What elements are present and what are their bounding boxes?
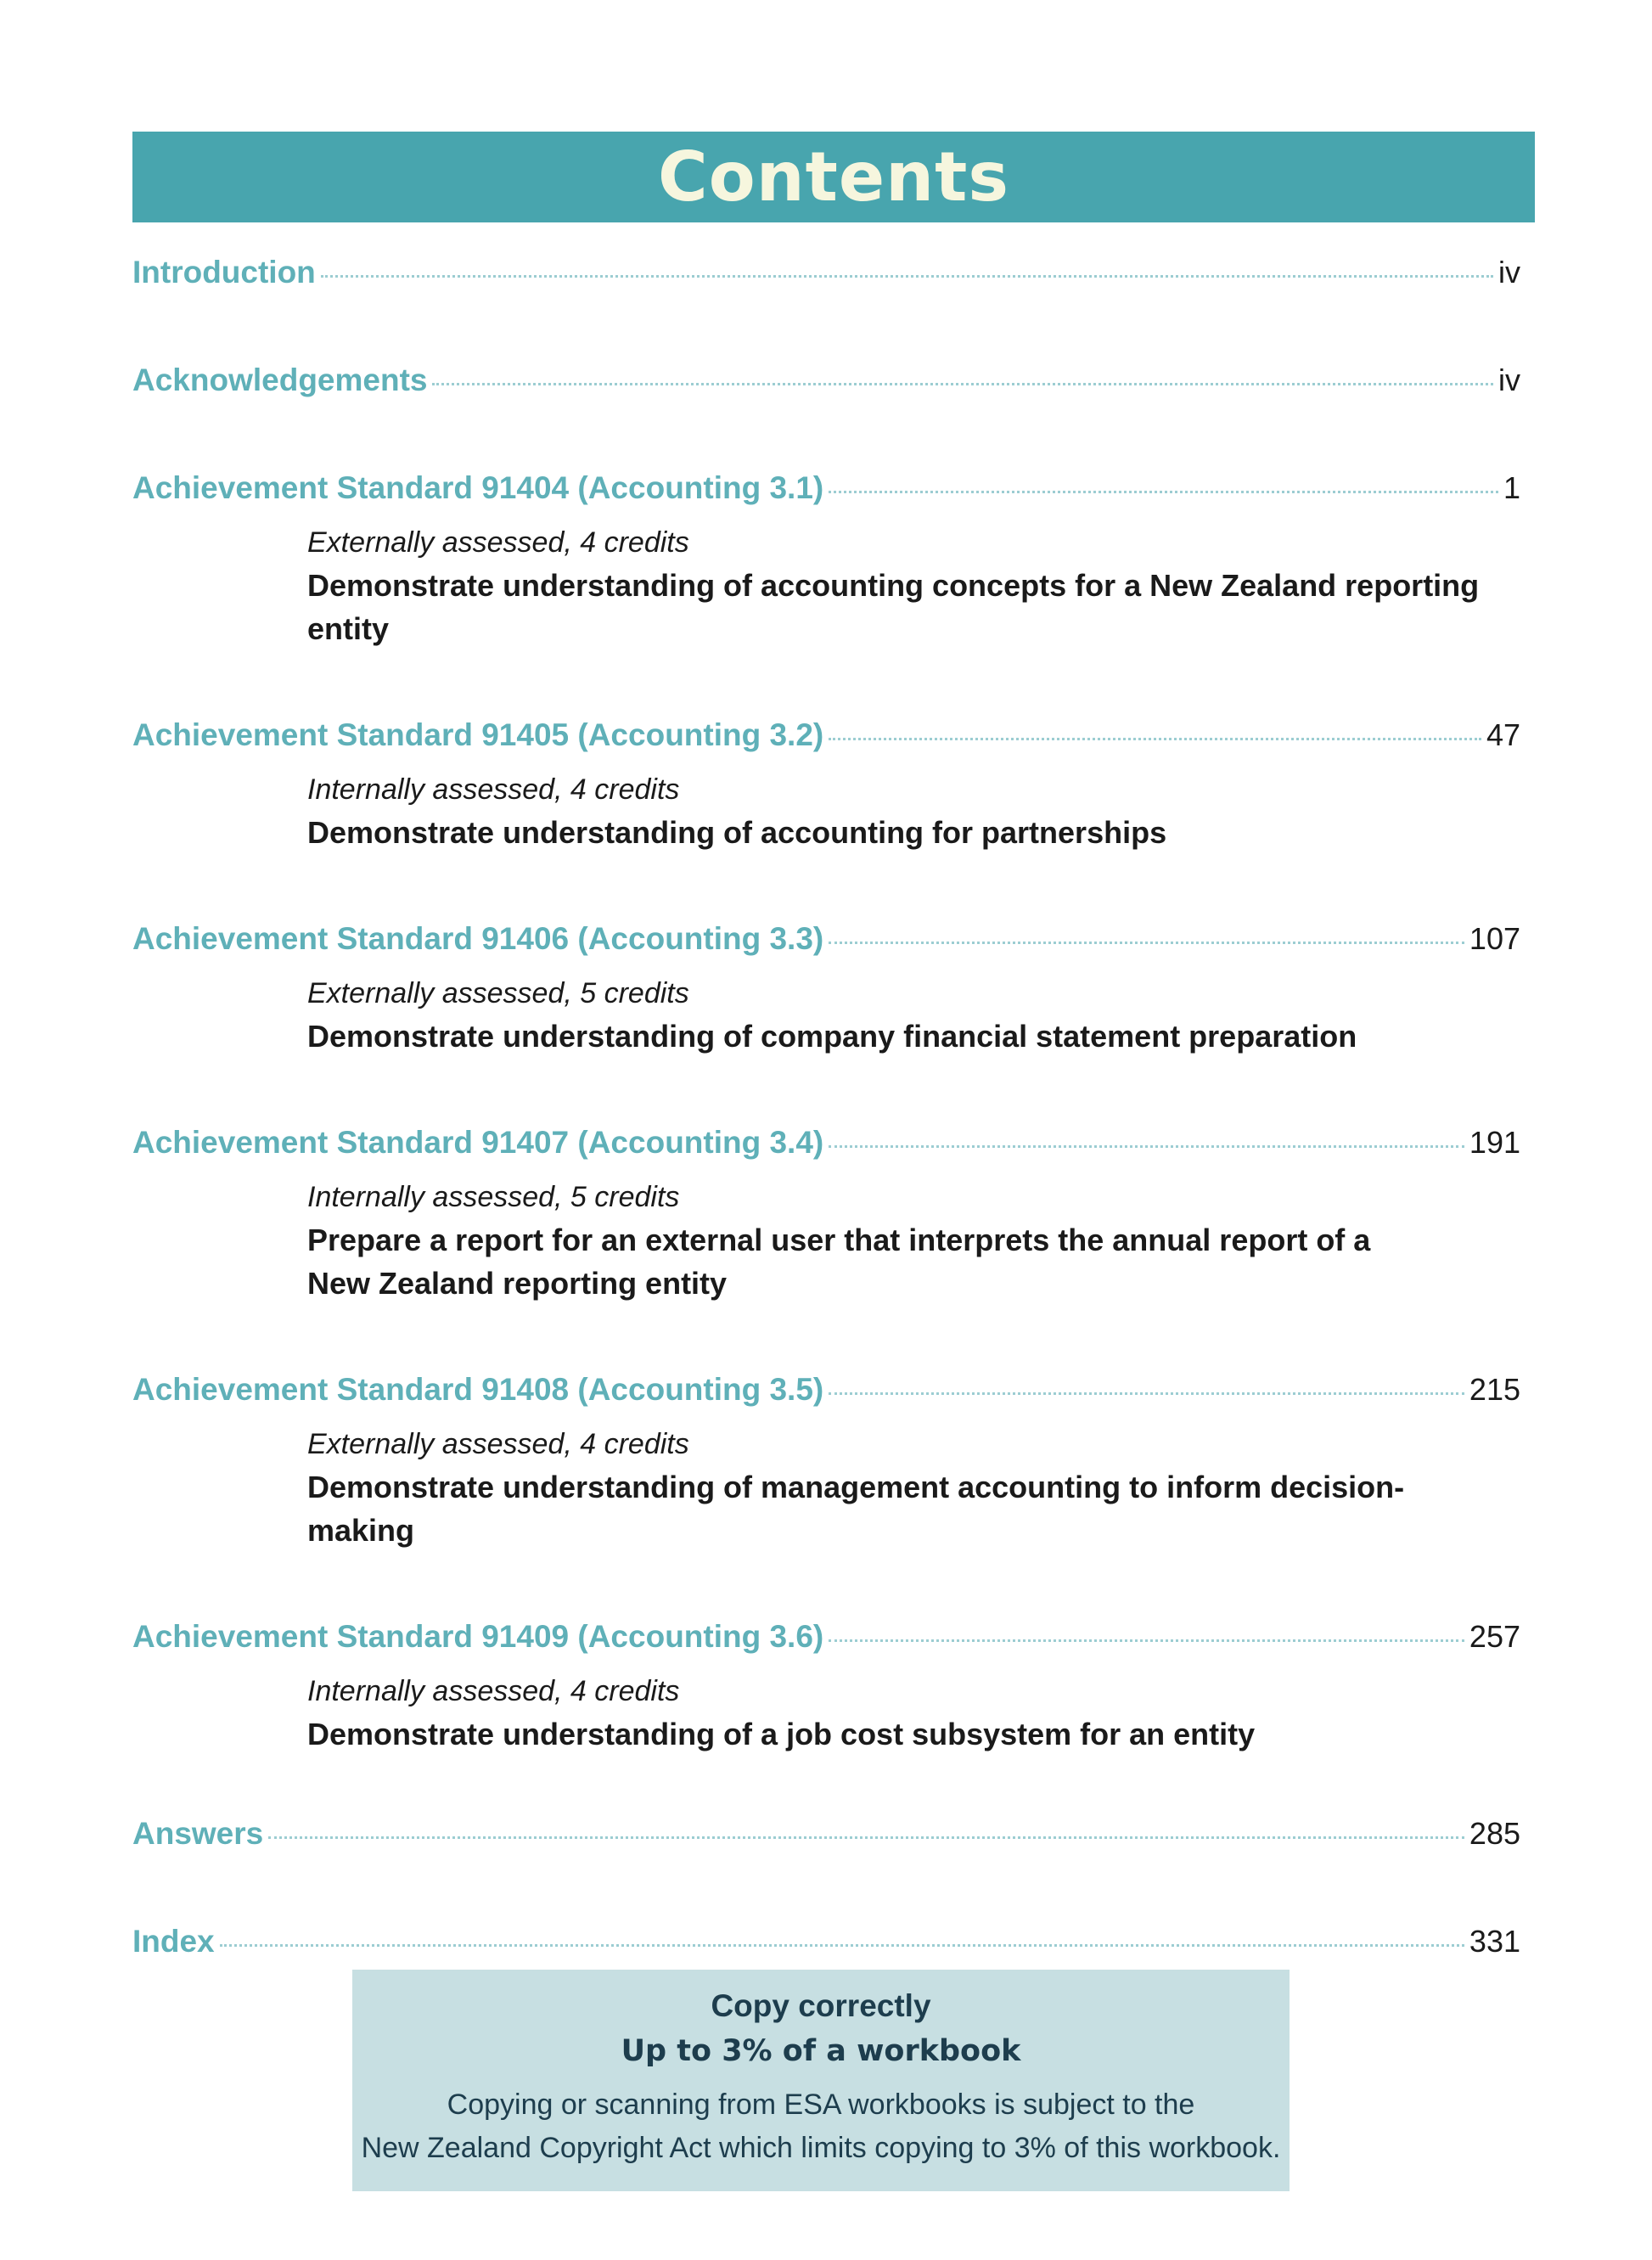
assessment-info: Internally assessed, 5 credits xyxy=(307,1181,680,1213)
description-line: Demonstrate understanding of accounting concepts for a New Zealand reporting xyxy=(307,568,1480,603)
description-line: Demonstrate understanding of a job cost subsystem for an entity xyxy=(307,1717,1256,1751)
toc-entry-title: Achievement Standard 91407 (Accounting 3.4) xyxy=(132,1125,824,1160)
toc-entry-line xyxy=(132,470,1520,521)
notice-body xyxy=(352,2083,1290,2170)
notice-subheading: Up to 3% of a workbook xyxy=(621,2034,1021,2068)
dot-leader xyxy=(321,275,1493,278)
toc-entry-index[interactable] xyxy=(132,1924,1520,1975)
toc-entry-title: Achievement Standard 91408 (Accounting 3.5) xyxy=(132,1372,824,1407)
standard-description xyxy=(307,1465,1496,1552)
dot-leader xyxy=(220,1944,1464,1947)
toc-entry-page: iv xyxy=(1498,255,1520,290)
dot-leader xyxy=(829,1639,1464,1642)
toc-entry-page: 1 xyxy=(1503,470,1520,505)
contents-banner xyxy=(132,132,1535,222)
dot-leader xyxy=(829,738,1481,740)
toc-entry-line xyxy=(132,363,1520,413)
table-of-contents xyxy=(132,255,1520,1975)
standard-description xyxy=(307,564,1496,650)
toc-entry-91408[interactable] xyxy=(132,1372,1520,1552)
toc-entry-page: 215 xyxy=(1469,1372,1520,1407)
assessment-info: Internally assessed, 4 credits xyxy=(307,773,680,806)
toc-entry-title: Achievement Standard 91404 (Accounting 3.1) xyxy=(132,470,824,505)
assessment-info: Internally assessed, 4 credits xyxy=(307,1675,680,1707)
toc-entry-title: Index xyxy=(132,1924,215,1959)
toc-entry-page: 331 xyxy=(1469,1924,1520,1959)
description-line: Demonstrate understanding of company financial statement preparation xyxy=(307,1019,1357,1054)
notice-heading: Copy correctly xyxy=(711,1988,931,2023)
toc-entry-title: Achievement Standard 91406 (Accounting 3.3) xyxy=(132,921,824,956)
toc-entry-line xyxy=(132,1816,1520,1867)
toc-entry-acknowledgements[interactable] xyxy=(132,363,1520,413)
toc-entry-page: iv xyxy=(1498,363,1520,397)
toc-entry-line xyxy=(132,1924,1520,1975)
toc-entry-line xyxy=(132,1125,1520,1176)
assessment-info: Externally assessed, 4 credits xyxy=(307,1428,689,1460)
toc-entry-page: 257 xyxy=(1469,1619,1520,1654)
toc-entry-title: Achievement Standard 91409 (Accounting 3.6) xyxy=(132,1619,824,1654)
toc-entry-line xyxy=(132,1372,1520,1423)
description-line: Demonstrate understanding of management accounting to inform decision-making xyxy=(307,1470,1405,1548)
toc-entry-page: 191 xyxy=(1469,1125,1520,1160)
dot-leader xyxy=(829,1392,1464,1395)
toc-entry-page: 107 xyxy=(1469,921,1520,956)
toc-entry-91409[interactable] xyxy=(132,1619,1520,1756)
page-title: Contents xyxy=(658,137,1009,216)
toc-entry-page: 47 xyxy=(1486,717,1520,752)
dot-leader xyxy=(432,383,1493,385)
dot-leader xyxy=(268,1836,1464,1839)
assessment-info: Externally assessed, 4 credits xyxy=(307,526,689,559)
standard-description xyxy=(307,1015,1496,1058)
toc-entry-answers[interactable] xyxy=(132,1816,1520,1867)
standard-description xyxy=(307,811,1496,854)
copyright-notice xyxy=(352,1970,1290,2191)
dot-leader xyxy=(829,1145,1464,1148)
toc-entry-line xyxy=(132,255,1520,306)
toc-entry-91404[interactable] xyxy=(132,470,1520,650)
dot-leader xyxy=(829,942,1464,944)
standard-description xyxy=(307,1218,1496,1305)
notice-body-line: New Zealand Copyright Act which limits copying to 3% of this workbook. xyxy=(361,2132,1281,2164)
toc-entry-line xyxy=(132,1619,1520,1670)
description-line: entity xyxy=(307,611,390,646)
toc-entry-line xyxy=(132,921,1520,972)
toc-entry-91405[interactable] xyxy=(132,717,1520,854)
standard-description xyxy=(307,1712,1496,1756)
toc-entry-title: Achievement Standard 91405 (Accounting 3.2) xyxy=(132,717,824,752)
toc-entry-91407[interactable] xyxy=(132,1125,1520,1305)
toc-entry-page: 285 xyxy=(1469,1816,1520,1851)
notice-body-line: Copying or scanning from ESA workbooks is subject to the xyxy=(447,2089,1195,2121)
toc-entry-91406[interactable] xyxy=(132,921,1520,1058)
toc-entry-title: Answers xyxy=(132,1816,264,1851)
toc-entry-title: Acknowledgements xyxy=(132,363,428,397)
assessment-info: Externally assessed, 5 credits xyxy=(307,977,689,1009)
toc-entry-line xyxy=(132,717,1520,768)
toc-entry-title: Introduction xyxy=(132,255,316,290)
toc-entry-introduction[interactable] xyxy=(132,255,1520,306)
description-line: Demonstrate understanding of accounting for partnerships xyxy=(307,815,1167,850)
description-line: New Zealand reporting entity xyxy=(307,1266,728,1301)
description-line: Prepare a report for an external user that interprets the annual report of a xyxy=(307,1223,1371,1257)
dot-leader xyxy=(829,491,1498,493)
